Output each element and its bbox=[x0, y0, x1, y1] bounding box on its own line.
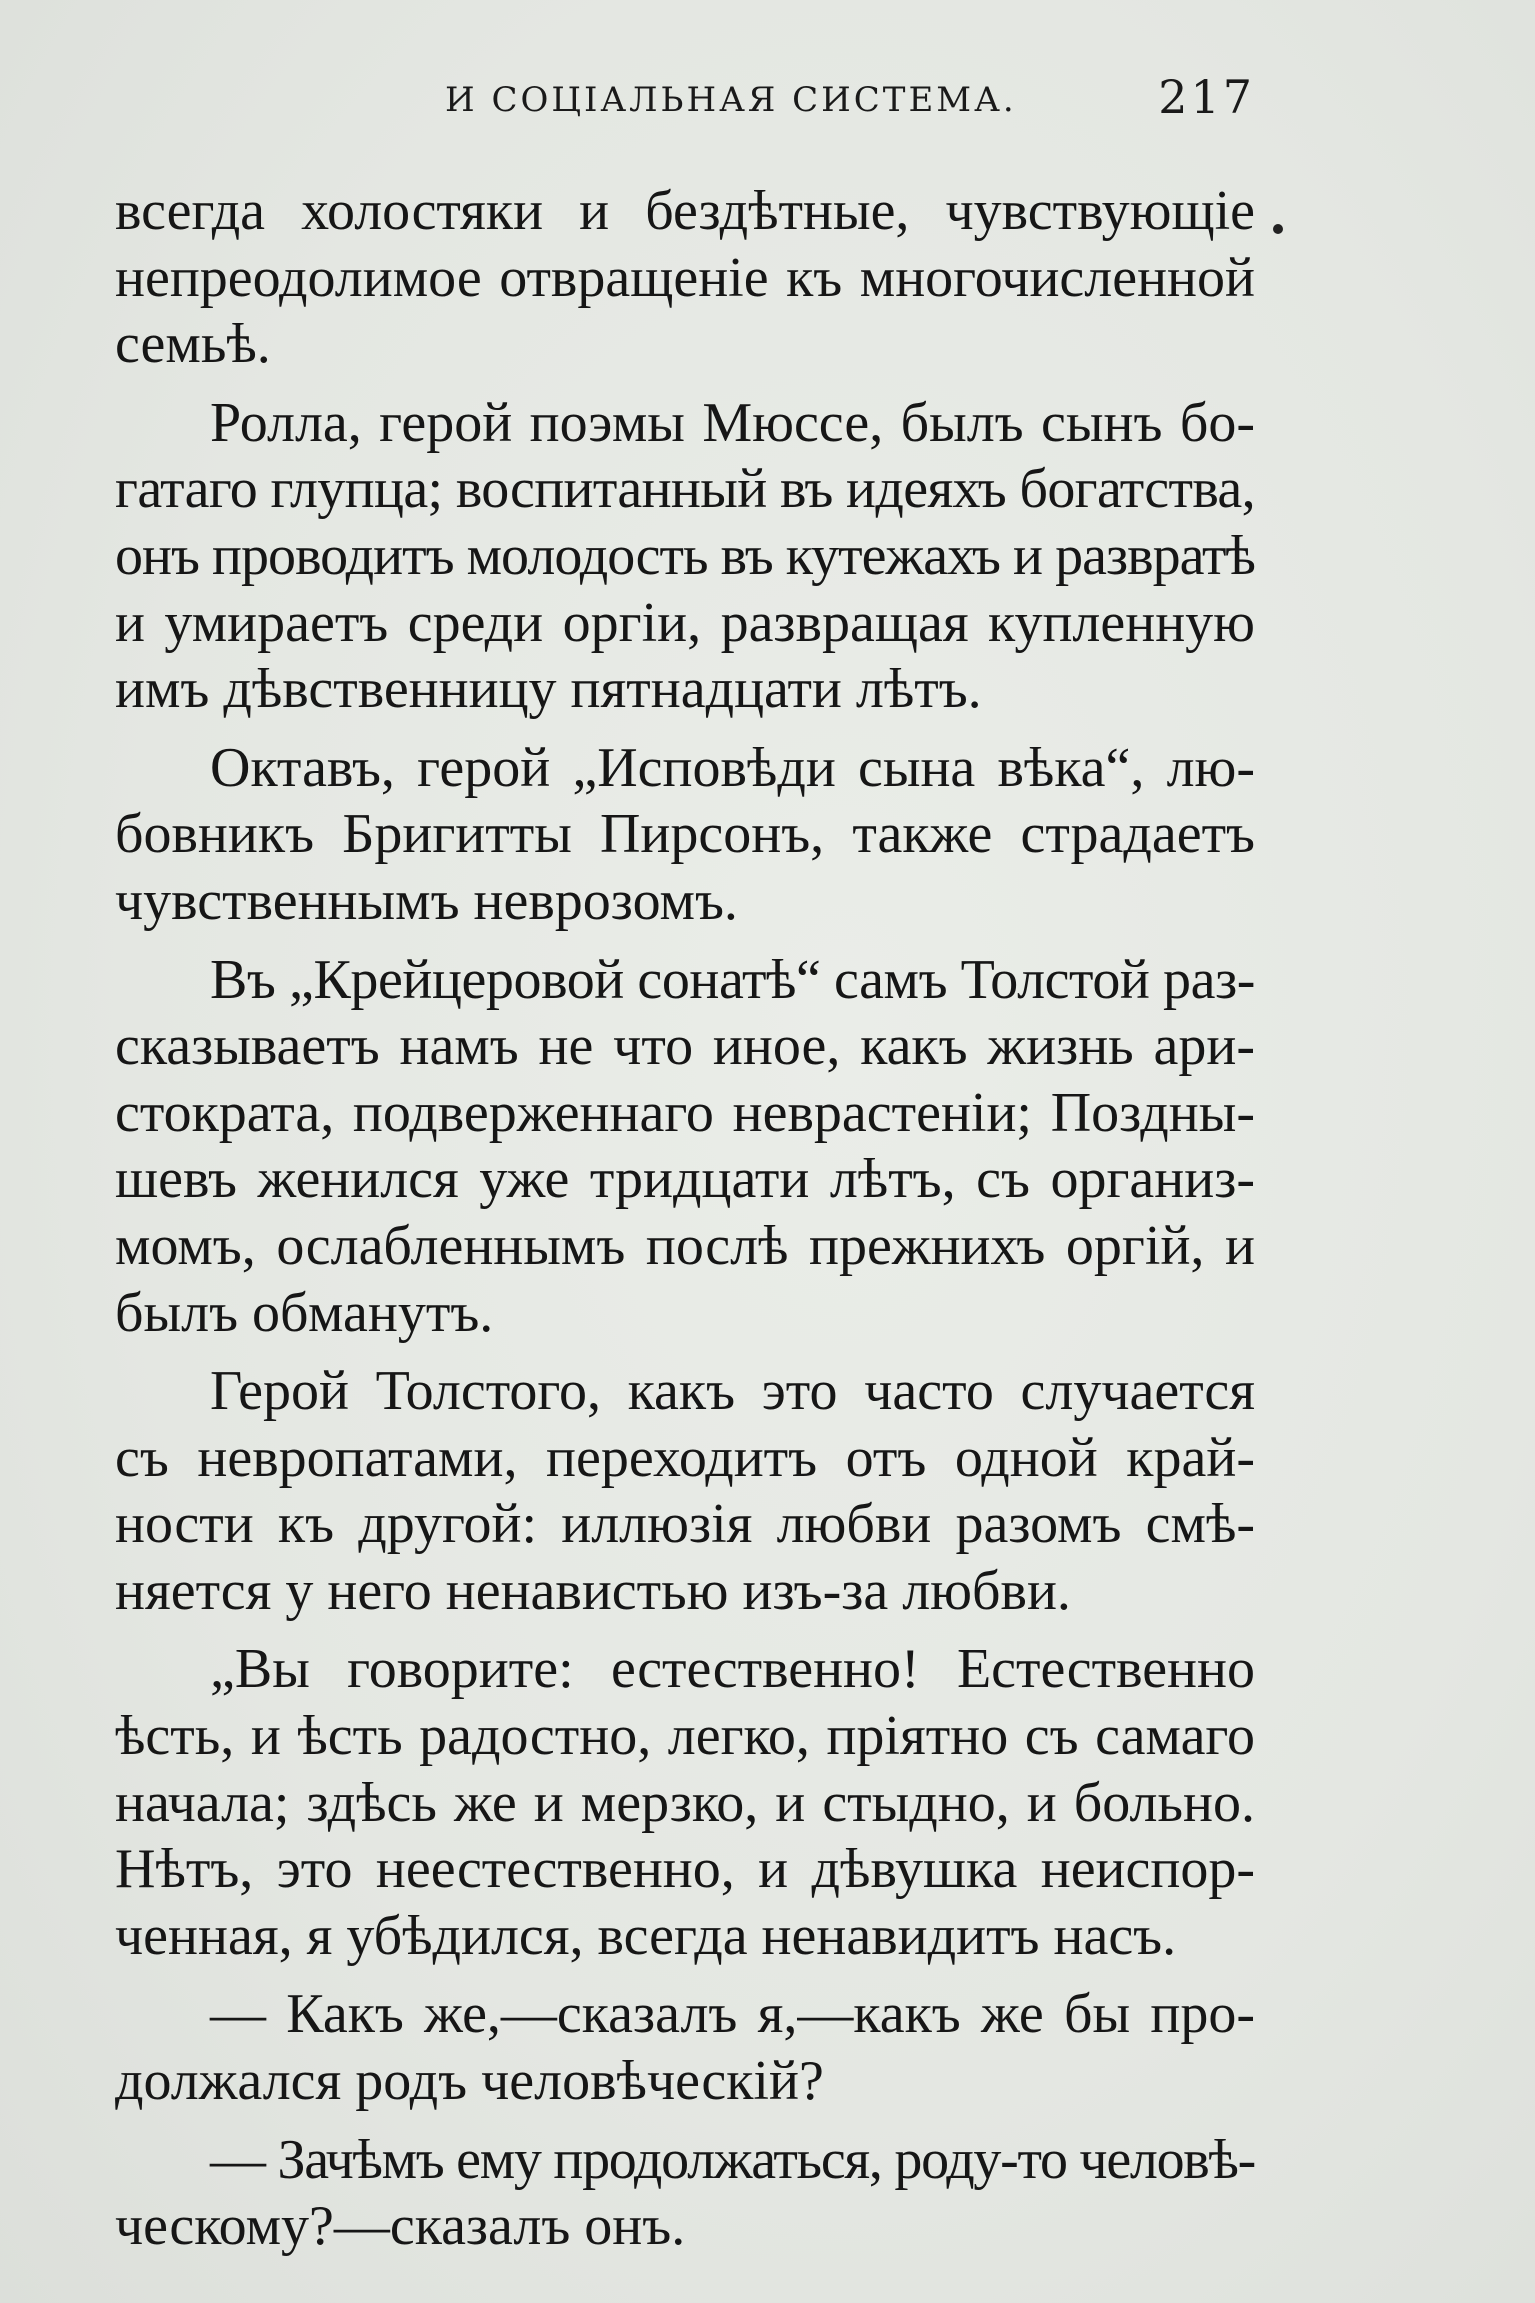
text-line: ченная, я убѣдился, всегда ненавидитъ насъ. bbox=[115, 1904, 1177, 1967]
text-line: онъ проводитъ молодость въ кутежахъ и развратѣ bbox=[115, 524, 1255, 587]
paragraph bbox=[115, 1636, 1255, 1969]
text-line: Нѣтъ, это неестественно, и дѣвушка неиспор- bbox=[115, 1838, 1255, 1901]
text-line: должался родъ человѣческій? bbox=[115, 2050, 824, 2113]
text-line: Герой Толстого, какъ это часто случается bbox=[210, 1360, 1255, 1423]
text-line: всегда холостяки и бездѣтные, чувствующіе bbox=[115, 180, 1255, 242]
text-line: начала; здѣсь же и мерзко, и стыдно, и больно. bbox=[115, 1771, 1255, 1834]
text-line: ности къ другой: иллюзія любви разомъ смѣ- bbox=[115, 1493, 1255, 1556]
text-line: — Какъ же,—сказалъ я,—какъ же бы про- bbox=[210, 1983, 1255, 2046]
text-line: ѣсть, и ѣсть радостно, легко, пріятно съ самаго bbox=[115, 1705, 1255, 1768]
paragraph bbox=[115, 947, 1255, 1347]
paragraph bbox=[115, 1358, 1255, 1624]
text-line: былъ обманутъ. bbox=[115, 1281, 494, 1344]
text-line: „Вы говорите: естественно! Естественно bbox=[210, 1638, 1255, 1701]
paragraph bbox=[115, 735, 1255, 935]
text-line: стократа, подверженнаго неврастеніи; Поздны- bbox=[115, 1081, 1255, 1144]
running-title: И СОЦІАЛЬНАЯ СИСТЕМА. bbox=[445, 80, 1017, 120]
text-line: — Зачѣмъ ему продолжаться, роду-то человѣ- bbox=[210, 2128, 1255, 2191]
text-line: бовникъ Бригитты Пирсонъ, также страдаетъ bbox=[115, 803, 1255, 866]
text-line: имъ дѣвственницу пятнадцати лѣтъ. bbox=[115, 658, 982, 721]
paragraph bbox=[115, 1981, 1255, 2114]
ink-speck bbox=[1273, 224, 1283, 234]
paragraph bbox=[115, 178, 1255, 378]
text-line: Въ „Крейцеровой сонатѣ“ самъ Толстой раз- bbox=[210, 948, 1255, 1011]
body-text bbox=[115, 178, 1255, 2272]
text-line: семьѣ. bbox=[115, 313, 271, 376]
page-number: 217 bbox=[1158, 70, 1255, 124]
text-line: ческому?—сказалъ онъ. bbox=[115, 2195, 686, 2258]
text-line: сказываетъ намъ не что иное, какъ жизнь ари- bbox=[115, 1015, 1255, 1078]
text-line: Октавъ, герой „Исповѣди сына вѣка“, лю- bbox=[210, 736, 1255, 799]
text-line: няется у него ненавистью изъ-за любви. bbox=[115, 1559, 1071, 1622]
text-line: чувственнымъ неврозомъ. bbox=[115, 869, 738, 932]
text-line: и умираетъ среди оргіи, развращая купленную bbox=[115, 591, 1255, 654]
page-header bbox=[115, 70, 1255, 140]
text-line: шевъ женился уже тридцати лѣтъ, съ организ- bbox=[115, 1148, 1255, 1211]
text-line: момъ, ослабленнымъ послѣ прежнихъ оргій, и bbox=[115, 1214, 1255, 1277]
paragraph bbox=[115, 390, 1255, 723]
text-line: Ролла, герой поэмы Мюссе, былъ сынъ бо- bbox=[210, 391, 1255, 454]
paragraph bbox=[115, 2127, 1255, 2260]
text-line: непреодолимое отвращеніе къ многочисленной bbox=[115, 246, 1255, 309]
text-line: гатаго глупца; воспитанный въ идеяхъ богатства, bbox=[115, 458, 1256, 521]
text-line: съ невропатами, переходитъ отъ одной край- bbox=[115, 1426, 1255, 1489]
